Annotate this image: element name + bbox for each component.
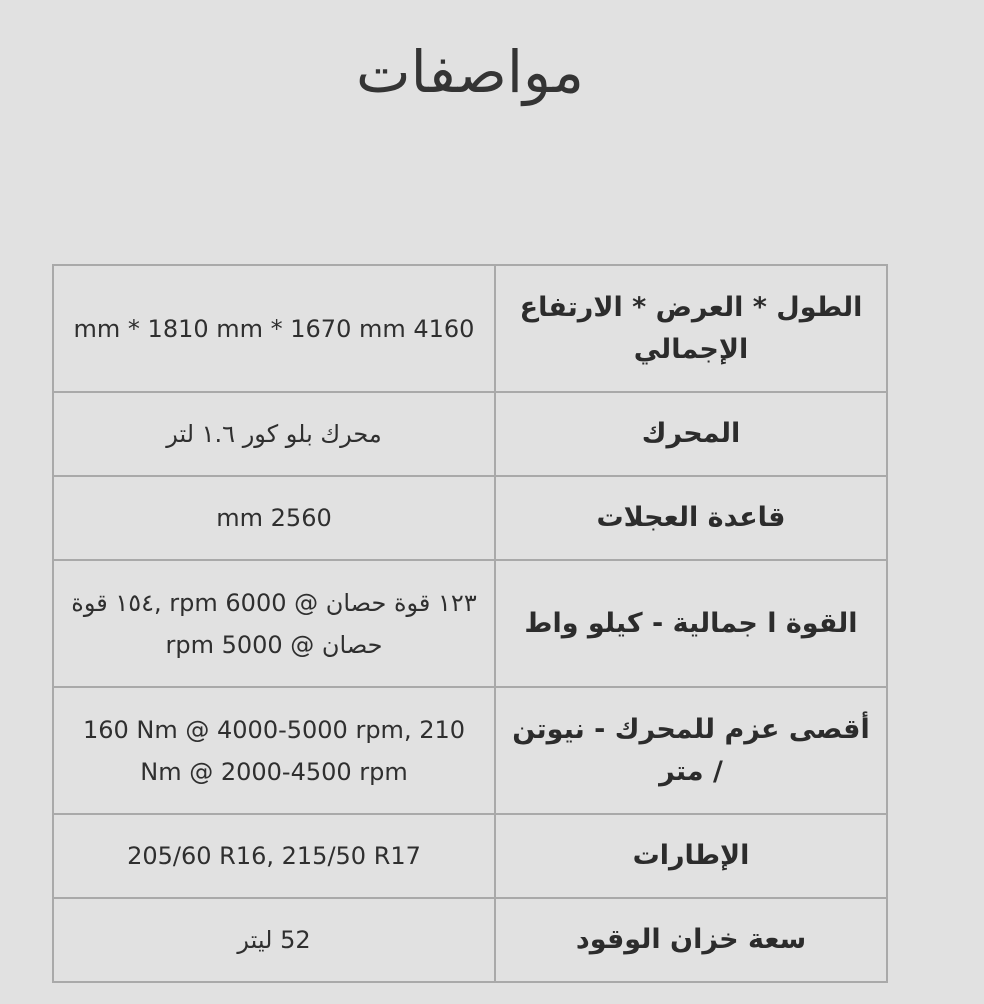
spec-value: mm 2560 (53, 476, 495, 560)
spec-label: أقصى عزم للمحرك - نيوتن / متر (495, 687, 887, 814)
spec-label: القوة ا جمالية - كيلو واط (495, 560, 887, 687)
spec-label: المحرك (495, 392, 887, 476)
spec-value: mm * 1810 mm * 1670 mm 4160 (53, 265, 495, 392)
spec-label: الطول * العرض * الارتفاع الإجمالي (495, 265, 887, 392)
spec-label: سعة خزان الوقود (495, 898, 887, 982)
spec-value: 160 Nm @ 4000-5000 rpm, 210 Nm @ 2000-4500 rpm (53, 687, 495, 814)
specifications-table (52, 264, 888, 983)
page-title: مواصفات (355, 38, 584, 106)
spec-value: 52 ليتر (53, 898, 495, 982)
spec-value: محرك بلو كور ١.٦ لتر (53, 392, 495, 476)
table-row (53, 265, 887, 392)
spec-value: ١٢٣ قوة حصان @ rpm 6000 ,١٥٤ قوة حصان @ rpm 5000 (53, 560, 495, 687)
spec-label: الإطارات (495, 814, 887, 898)
table-row (53, 560, 887, 687)
table-row (53, 898, 887, 982)
table-row (53, 392, 887, 476)
table-row (53, 814, 887, 898)
spec-value: 205/60 R16, 215/50 R17 (53, 814, 495, 898)
table-row (53, 476, 887, 560)
spec-label: قاعدة العجلات (495, 476, 887, 560)
table-row (53, 687, 887, 814)
